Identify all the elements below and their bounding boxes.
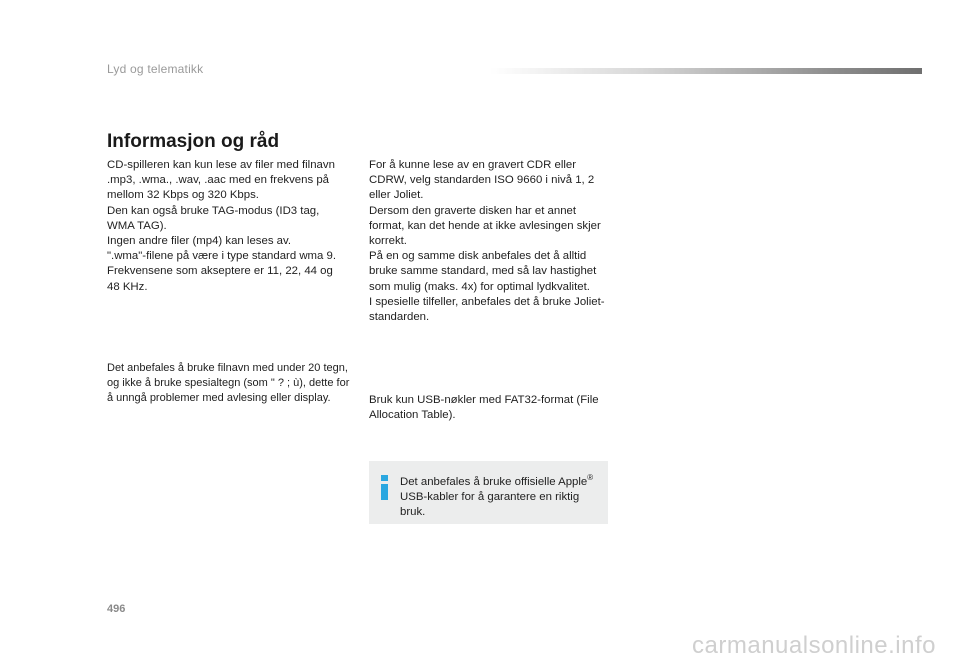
right-paragraph-2 xyxy=(369,393,614,423)
text-line: Allocation Table). xyxy=(369,409,456,422)
page-number: 496 xyxy=(107,603,126,615)
text-line: korrekt. xyxy=(369,235,407,248)
info-line-1-text: Det anbefales å bruke offisielle Apple xyxy=(400,475,588,488)
info-line-3: bruk. xyxy=(400,506,426,519)
watermark: carmanualsonline.info xyxy=(692,632,936,659)
left-paragraph-1 xyxy=(107,158,352,295)
text-line: Det anbefales å bruke filnavn med under 20 tegn, xyxy=(107,362,348,374)
text-line: Den kan også bruke TAG-modus (ID3 tag, xyxy=(107,204,320,217)
text-line: Ingen andre filer (mp4) kan leses av. xyxy=(107,235,292,248)
info-box xyxy=(369,461,608,524)
info-line-2: USB-kabler for å garantere en riktig xyxy=(400,491,580,503)
text-line: Bruk kun USB-nøkler med FAT32-format (File xyxy=(369,394,599,406)
text-line: standarden. xyxy=(369,311,430,324)
text-line: CDRW, velg standarden ISO 9660 i nivå 1, 2 xyxy=(369,174,595,187)
text-line: å unngå problemer med avlesing eller display. xyxy=(107,392,331,404)
left-paragraph-2 xyxy=(107,361,352,406)
section-title: Lyd og telematikk xyxy=(107,62,204,76)
registered-mark: ® xyxy=(587,473,594,482)
text-line: som mulig (maks. 4x) for optimal lydkvalitet. xyxy=(369,280,590,293)
text-line: ".wma"-filene på være i type standard wma 9. xyxy=(107,250,337,263)
header-gradient-bar xyxy=(490,68,922,74)
text-line: WMA TAG). xyxy=(107,219,167,232)
text-line: Dersom den graverte disken har et annet xyxy=(369,204,577,217)
text-line: og ikke å bruke spesialtegn (som " ? ; ù), dette for xyxy=(107,377,350,389)
text-line: CD-spilleren kan kun lese av filer med filnavn xyxy=(107,159,335,171)
text-line: 48 KHz. xyxy=(107,280,148,293)
text-line: bruke samme standard, med så lav hastighet xyxy=(369,265,597,278)
text-line: format, kan det hende at ikke avlesingen skjer xyxy=(369,219,601,232)
page-heading: Informasjon og råd xyxy=(107,131,280,152)
info-icon xyxy=(380,475,389,501)
text-line: På en og samme disk anbefales det å alltid xyxy=(369,250,587,263)
right-paragraph-1 xyxy=(369,158,614,325)
text-line: eller Joliet. xyxy=(369,189,424,202)
text-line: .mp3, .wma., .wav, .aac med en frekvens på xyxy=(107,174,329,187)
text-line: Frekvensene som akseptere er 11, 22, 44 og xyxy=(107,265,333,278)
info-text xyxy=(400,470,600,520)
text-line: For å kunne lese av en gravert CDR eller xyxy=(369,159,577,171)
text-line: mellom 32 Kbps og 320 Kbps. xyxy=(107,189,259,202)
info-line-1 xyxy=(400,470,600,490)
text-line: I spesielle tilfeller, anbefales det å bruke Joliet- xyxy=(369,295,605,308)
